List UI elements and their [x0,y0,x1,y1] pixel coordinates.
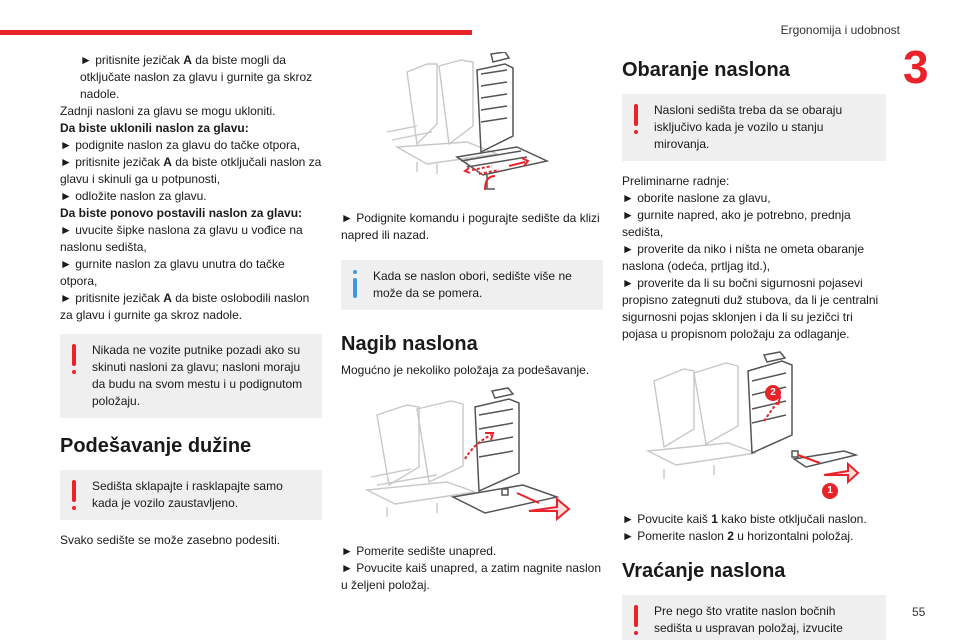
refit-step-3: ► pritisnite jezičak A da biste oslobodili naslon za glavu i gurnite ga skroz nadole. [60,291,310,322]
warning-icon [634,605,642,635]
step-pull-strap: ► Povucite kaiš unapred, a zatim nagnite naslon u željeni položaj. [341,561,602,592]
step-press-tab: ► pritisnite jezičak A da biste mogli da otključate naslon za glavu i gurnite ga skroz nadole. [80,53,313,101]
top-accent-bar [0,30,472,35]
heading-backrest-tilt: Nagib naslona [341,333,478,355]
prelim-step-3: ► proverite da niko i ništa ne ometa obaranje naslona (odeća, prtljag itd.), [622,242,865,273]
refit-step-1: ► uvucite šipke naslona za glavu u vođice na naslonu sedišta, [60,223,303,254]
warning-icon [634,104,642,134]
refit-step-2: ► gurnite naslon za glavu unutra do tačke otpora, [60,257,285,288]
prelim-step-4: ► proverite da li su bočni sigurnosni pojasevi propisno zategnuti duž stubova, da li je centralni sigurnosni pojas sklonjen i da li su jezičci tri pojasa u propisnom položaju za odlaganje. [622,276,879,341]
warning-note-fold: Nasloni sedišta treba da se obaraju isključivo kada je vozilo u stanju mirovanja. [622,94,886,161]
paragraph-removable: Zadnji nasloni za glavu se mogu ukloniti. [60,104,276,118]
seat-slide-illustration [377,52,567,202]
prelim-step-2: ► gurnite napred, ako je potrebno, prednja sedišta, [622,208,851,239]
paragraph-each-seat: Svako sedište se može zasebno podesiti. [60,533,281,547]
column-left [60,52,322,549]
warning-note-return: Pre nego što vratite naslon bočnih sedišta u uspravan položaj, izvucite [622,595,886,640]
heading-length-adjust: Podešavanje dužine [60,435,252,457]
step-lift-control: ► Podignite komandu i pogurajte sedište da klizi napred ili nazad. [341,211,600,242]
prelim-step-1: ► oborite naslone za glavu, [622,191,771,205]
heading-return-backrest: Vraćanje naslona [622,560,786,582]
page-number: 55 [912,605,926,619]
warning-icon [72,480,80,510]
warning-note-passengers: Nikada ne vozite putnike pozadi ako su skinuti nasloni za glavu; nasloni moraju da budu na svom mestu i u podignutom položaju. [60,334,322,418]
column-middle [341,52,603,594]
step-move-backrest-2: ► Pomerite naslon 2 u horizontalni položaj. [622,529,854,543]
column-right [622,52,886,640]
remove-step-2: ► pritisnite jezičak A da biste otključali naslon za glavu i skinuli ga u potpunosti, [60,155,322,186]
section-title: Ergonomija i udobnost [780,23,900,37]
heading-remove: Da biste uklonili naslon za glavu: [60,121,249,135]
seat-tilt-illustration [357,385,587,535]
callout-1: 1 [822,483,838,499]
heading-fold-backrest: Obaranje naslona [622,59,790,81]
remove-step-3: ► odložite naslon za glavu. [60,189,207,203]
remove-step-1: ► podignite naslon za glavu do tačke otpora, [60,138,301,152]
step-pull-strap-1: ► Povucite kaiš 1 kako biste otključali naslon. [622,512,867,526]
callout-2: 2 [765,385,781,401]
prelim-heading: Preliminarne radnje: [622,174,730,188]
heading-refit: Da biste ponovo postavili naslon za glavu: [60,206,303,220]
info-icon [353,270,361,300]
info-note-tilt: Kada se naslon obori, sedište više ne može da se pomera. [341,260,603,310]
warning-note-stationary: Sedišta sklapajte i rasklapajte samo kada je vozilo zaustavljeno. [60,470,322,520]
fold-illustration [644,351,864,503]
paragraph-positions: Mogućno je nekoliko položaja za podešavanje. [341,363,590,377]
step-move-forward: ► Pomerite sedište unapred. [341,544,497,558]
chapter-number: 3 [903,41,929,93]
fold-drawing [644,351,864,503]
warning-icon [72,344,80,374]
